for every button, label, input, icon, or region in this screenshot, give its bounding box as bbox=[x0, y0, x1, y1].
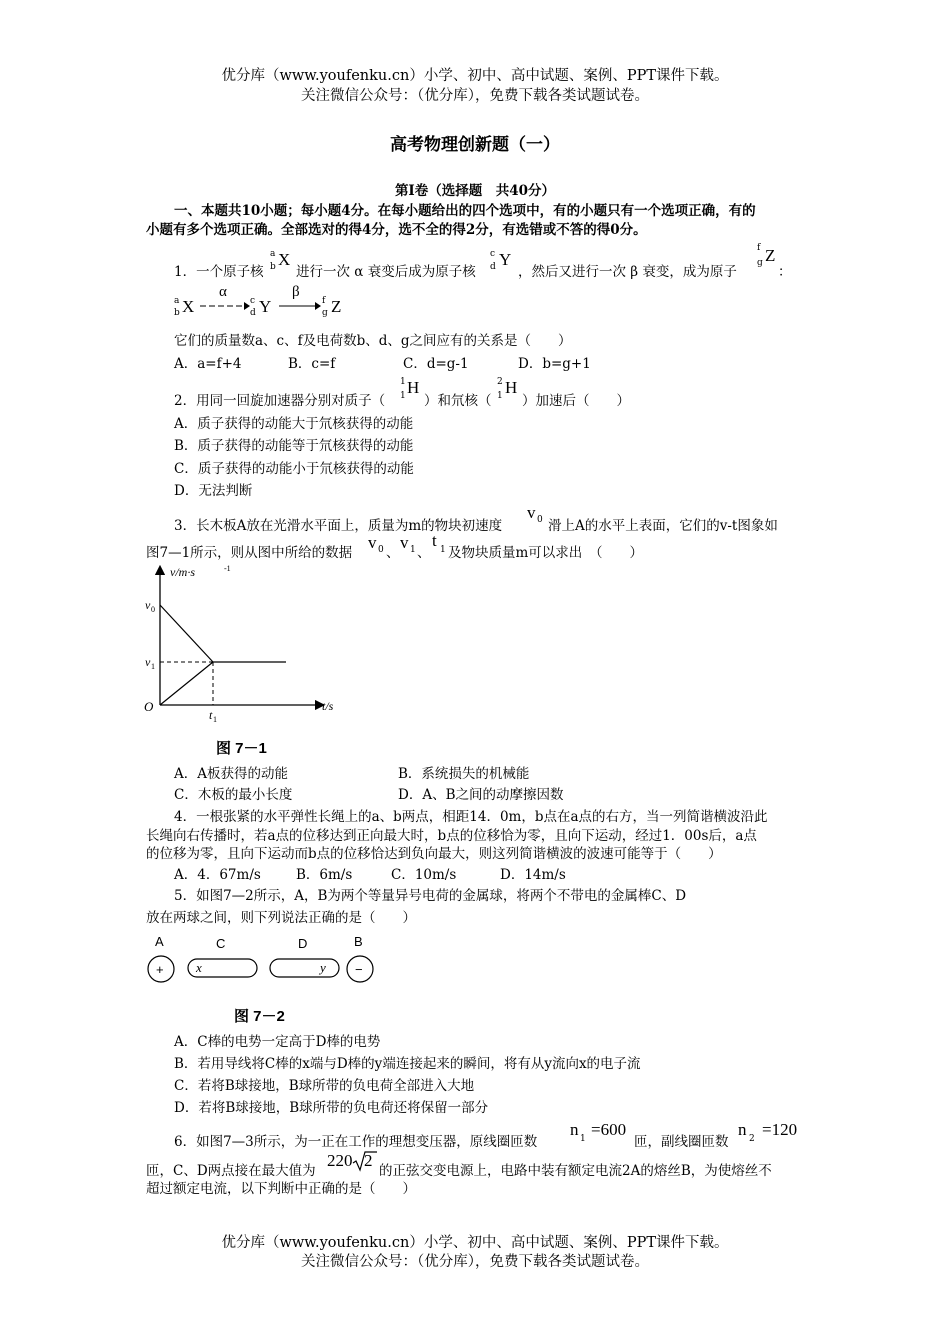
q1-eq-y: Y bbox=[259, 297, 272, 316]
vt-graph-figure bbox=[140, 560, 360, 725]
section-intro-line-1: 一、本题共10小题；每小题4分。在每小题给出的四个选项中，有的小题只有一个选项正确，有的 bbox=[174, 203, 756, 219]
q1-eq-c: c bbox=[250, 296, 256, 306]
q6-n2: n bbox=[738, 1120, 747, 1139]
q6-text-2: 匝，副线圈匝数 bbox=[634, 1134, 729, 1150]
q2-proton-charge: 1 bbox=[400, 391, 406, 401]
q1-question: 它们的质量数a、c、f及电荷数b、d、g之间应有的关系是（ ） bbox=[174, 333, 572, 349]
q4-line-1: 4．一根张紧的水平弹性长绳上的a、b两点，相距14．0m，b点在a点的右方，当一列简谐横波沿此 bbox=[174, 809, 768, 825]
q1-eq-x: X bbox=[182, 297, 195, 316]
vt-block-line bbox=[160, 605, 213, 662]
vt-board-line bbox=[160, 662, 213, 705]
vt-y-label-exp: -1 bbox=[224, 564, 231, 573]
footer-line-1: 优分库（www.youfenku.cn）小学、初中、高中试题、案例、PPT课件下载。 bbox=[221, 1235, 729, 1251]
q1-eq-arrow-1 bbox=[198, 300, 250, 312]
q3-option-b: B．系统损失的机械能 bbox=[398, 766, 530, 782]
q4-line-3: 的位移为零，且向下运动而b点的位移恰达到负向最大，则这列简谐横波的波速可能等于（ ） bbox=[146, 846, 722, 862]
q1-option-c: C．d=g-1 bbox=[403, 356, 469, 372]
q2-text-3: ）加速后（ ） bbox=[522, 393, 630, 409]
q1-eq-f: f bbox=[322, 296, 326, 306]
q1-eq-alpha: α bbox=[219, 284, 227, 300]
q1-eq-b: b bbox=[174, 308, 180, 318]
q3-v0-sub: 0 bbox=[537, 515, 543, 525]
q1-eq-d: d bbox=[250, 308, 256, 318]
q6-line-3: 超过额定电流，以下判断中正确的是（ ） bbox=[146, 1181, 416, 1197]
q1-eq-g: g bbox=[322, 308, 328, 318]
q1-nucleus-x: X bbox=[278, 250, 291, 269]
q5-line-2: 放在两球之间，则下列说法正确的是（ ） bbox=[146, 910, 416, 926]
q1-eq-z: Z bbox=[331, 297, 342, 316]
q6-text-3: 匝，C、D两点接在最大值为 bbox=[146, 1163, 316, 1179]
q1-mass-c: c bbox=[490, 249, 496, 259]
fig2-label-c: C bbox=[216, 936, 226, 951]
vt-t1-sub: 1 bbox=[213, 715, 217, 724]
q4-line-2: 长绳向右传播时，若a点的位移达到正向最大时，b点的位移恰为零，且向下运动，经过1．00s后，a点 bbox=[146, 828, 757, 844]
figure-7-2 bbox=[140, 930, 390, 995]
q2-proton-mass: 1 bbox=[400, 377, 406, 387]
q3-sep-1: 、 bbox=[386, 545, 400, 561]
vt-x-label: t/s bbox=[322, 699, 334, 713]
q3-v0-b-sub: 0 bbox=[378, 545, 384, 555]
vt-origin: O bbox=[144, 699, 154, 714]
q5-line-1: 5．如图7—2所示，A，B为两个等量异号电荷的金属球，将两个不带电的金属棒C、D bbox=[174, 888, 687, 904]
q1-mass-a: a bbox=[270, 249, 276, 259]
q6-n2-value: =120 bbox=[762, 1120, 798, 1139]
q2-deuteron-charge: 1 bbox=[497, 391, 503, 401]
header-line-1: 优分库（www.youfenku.cn）小学、初中、高中试题、案例、PPT课件下载。 bbox=[221, 68, 729, 84]
q6-text-1: 6．如图7—3所示，为一正在工作的理想变压器，原线圈匝数 bbox=[174, 1134, 538, 1150]
q2-option-c: C．质子获得的动能小于氘核获得的动能 bbox=[174, 461, 414, 477]
q1-nucleus-y: Y bbox=[499, 250, 512, 269]
q5-option-c: C．若将B球接地，B球所带的负电荷全部进入大地 bbox=[174, 1078, 475, 1094]
sphere-a-plus: + bbox=[156, 962, 164, 977]
q5-option-a: A．C棒的电势一定高于D棒的电势 bbox=[174, 1034, 381, 1050]
q1-mass-f: f bbox=[757, 243, 761, 253]
q1-text-4: ： bbox=[778, 264, 792, 280]
section-intro-line-2: 小题有多个选项正确。全部选对的得4分，选不全的得2分，有选错或不答的得0分。 bbox=[146, 222, 647, 238]
q3-text-3: 图7—1所示，则从图中所给的数据 bbox=[146, 545, 353, 561]
q1-charge-g: g bbox=[757, 258, 763, 268]
vt-v0-label: v bbox=[145, 598, 151, 612]
figure-7-1-caption: 图 7－1 bbox=[216, 740, 267, 757]
header-line-2: 关注微信公众号：（优分库），免费下载各类试题试卷。 bbox=[301, 88, 649, 104]
fig2-label-a: A bbox=[155, 934, 164, 949]
q3-v0-b: v bbox=[368, 533, 377, 552]
q3-v0: v bbox=[527, 503, 536, 522]
fig2-label-b: B bbox=[354, 934, 363, 949]
q3-v1-sub: 1 bbox=[410, 545, 416, 555]
q6-radicand: 2 bbox=[364, 1151, 373, 1170]
footer-line-2: 关注微信公众号：（优分库），免费下载各类试题试卷。 bbox=[301, 1254, 649, 1270]
vt-y-label: v/m·s bbox=[170, 565, 195, 579]
rod-d bbox=[270, 959, 339, 977]
vt-v1-label: v bbox=[145, 655, 151, 669]
q2-text-2: ）和氘核（ bbox=[424, 393, 492, 409]
rod-d-y-end: y bbox=[320, 960, 326, 975]
q4-option-a: A．4．67m/s bbox=[174, 867, 261, 883]
q3-option-d: D．A、B之间的动摩擦因数 bbox=[398, 787, 564, 803]
q6-n1-value: =600 bbox=[591, 1120, 627, 1139]
rod-c-x-end: x bbox=[196, 960, 202, 975]
vt-v0-sub: 0 bbox=[151, 605, 155, 614]
q1-text-3: ，然后又进行一次 β 衰变，成为原子 bbox=[518, 264, 737, 280]
q1-charge-d: d bbox=[490, 262, 496, 272]
vt-t1-label: t bbox=[209, 708, 213, 722]
q5-option-d: D．若将B球接地，B球所带的负电荷还将保留一部分 bbox=[174, 1100, 489, 1116]
q3-option-c: C．木板的最小长度 bbox=[174, 787, 293, 803]
q1-charge-b: b bbox=[270, 262, 276, 272]
q6-n1-sub: 1 bbox=[580, 1134, 586, 1144]
q2-option-a: A．质子获得的动能大于氘核获得的动能 bbox=[174, 416, 414, 432]
q4-option-c: C．10m/s bbox=[391, 867, 457, 883]
q6-n2-sub: 2 bbox=[749, 1134, 755, 1144]
q3-t1: t bbox=[432, 531, 437, 550]
q3-text-4: 及物块质量m可以求出 （ ） bbox=[448, 545, 644, 561]
fig2-label-d: D bbox=[298, 936, 308, 951]
figure-7-2-caption: 图 7－2 bbox=[234, 1008, 285, 1025]
q5-option-b: B．若用导线将C棒的x端与D棒的y端连接起来的瞬间，将有从y流向x的电子流 bbox=[174, 1056, 641, 1072]
q6-vmax: 220 bbox=[327, 1151, 353, 1170]
q1-eq-beta: β bbox=[292, 284, 300, 300]
q3-t1-sub: 1 bbox=[440, 545, 446, 555]
q2-text-1: 2．用同一回旋加速器分别对质子（ bbox=[174, 393, 386, 409]
q1-option-d: D．b=g+1 bbox=[518, 356, 591, 372]
q2-option-b: B．质子获得的动能等于氘核获得的动能 bbox=[174, 438, 414, 454]
q1-text-2: 进行一次 α 衰变后成为原子核 bbox=[296, 264, 476, 280]
vt-v1-sub: 1 bbox=[151, 662, 155, 671]
q1-option-b: B．c=f bbox=[288, 356, 336, 372]
q1-eq-arrow-2 bbox=[277, 300, 321, 312]
section-heading: 第Ⅰ卷（选择题 共40分） bbox=[394, 183, 556, 199]
q3-v1: v bbox=[400, 533, 409, 552]
q2-option-d: D．无法判断 bbox=[174, 483, 253, 499]
q6-text-4: 的正弦交变电源上，电路中装有额定电流2A的熔丝B，为使熔丝不 bbox=[379, 1163, 772, 1179]
q2-deuteron-mass: 2 bbox=[497, 377, 503, 387]
q1-nucleus-z: Z bbox=[765, 246, 776, 265]
q4-option-d: D．14m/s bbox=[500, 867, 566, 883]
page-title: 高考物理创新题（一） bbox=[390, 135, 560, 155]
q2-deuteron-h: H bbox=[505, 378, 518, 397]
q3-sep-2: 、 bbox=[417, 545, 431, 561]
q3-option-a: A．A板获得的动能 bbox=[174, 766, 288, 782]
q3-text-1: 3．长木板A放在光滑水平面上，质量为m的物块初速度 bbox=[174, 518, 503, 534]
q2-proton-h: H bbox=[407, 378, 420, 397]
q4-option-b: B．6m/s bbox=[296, 867, 353, 883]
q1-eq-a: a bbox=[174, 296, 180, 306]
q1-text-1: 1．一个原子核 bbox=[174, 264, 264, 280]
q1-option-a: A．a=f+4 bbox=[174, 356, 242, 372]
sphere-b-minus: − bbox=[355, 962, 363, 977]
q3-text-2: 滑上A的水平上表面，它们的v-t图象如 bbox=[548, 518, 778, 534]
q6-n1: n bbox=[570, 1120, 579, 1139]
